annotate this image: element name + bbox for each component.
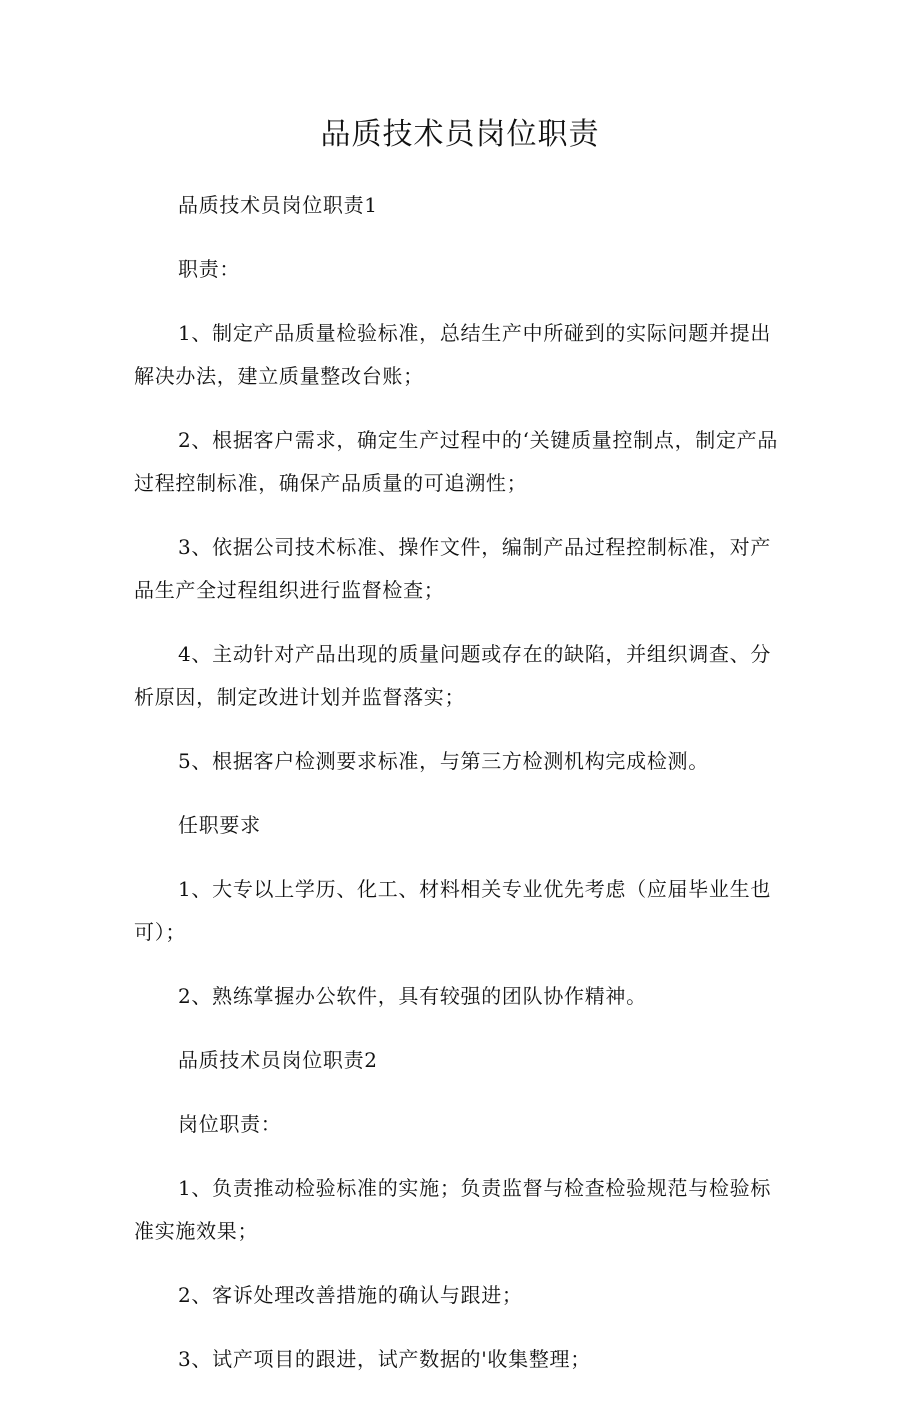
duty-item-5: 5、根据客户检测要求标准，与第三方检测机构完成检测。 xyxy=(178,749,709,773)
section-heading-2: 品质技术员岗位职责2 xyxy=(178,1048,378,1072)
document-title: 品质技术员岗位职责 xyxy=(320,117,600,152)
duty-item-1: 1、制定产品质量检验标准，总结生产中所碰到的实际问题并提出解决办法，建立质量整改台账； xyxy=(134,321,772,388)
requirement-item-1: 1、大专以上学历、化工、材料相关专业优先考虑（应届毕业生也可）； xyxy=(134,877,772,944)
document-body xyxy=(134,184,790,1402)
duty-item-3: 3、依据公司技术标准、操作文件，编制产品过程控制标准，对产品生产全过程组织进行监督检查； xyxy=(134,535,772,602)
position-duty-item-2: 2、客诉处理改善措施的确认与跟进； xyxy=(178,1283,523,1307)
duties-label: 职责： xyxy=(178,257,241,281)
position-duty-item-1: 1、负责推动检验标准的实施；负责监督与检查检验规范与检验标准实施效果； xyxy=(134,1176,772,1243)
position-duty-item-3: 3、试产项目的跟进，试产数据的'收集整理； xyxy=(178,1347,591,1371)
duty-item-2: 2、根据客户需求，确定生产过程中的‘关键质量控制点，制定产品过程控制标准，确保产品质量的可追溯性； xyxy=(134,428,779,495)
requirements-label: 任职要求 xyxy=(178,813,261,837)
section-heading-1: 品质技术员岗位职责1 xyxy=(178,193,378,217)
position-duties-label: 岗位职责： xyxy=(178,1112,282,1136)
requirement-item-2: 2、熟练掌握办公软件，具有较强的团队协作精神。 xyxy=(178,984,647,1008)
duty-item-4: 4、主动针对产品出现的质量问题或存在的缺陷，并组织调查、分析原因，制定改进计划并监督落实； xyxy=(134,642,772,709)
